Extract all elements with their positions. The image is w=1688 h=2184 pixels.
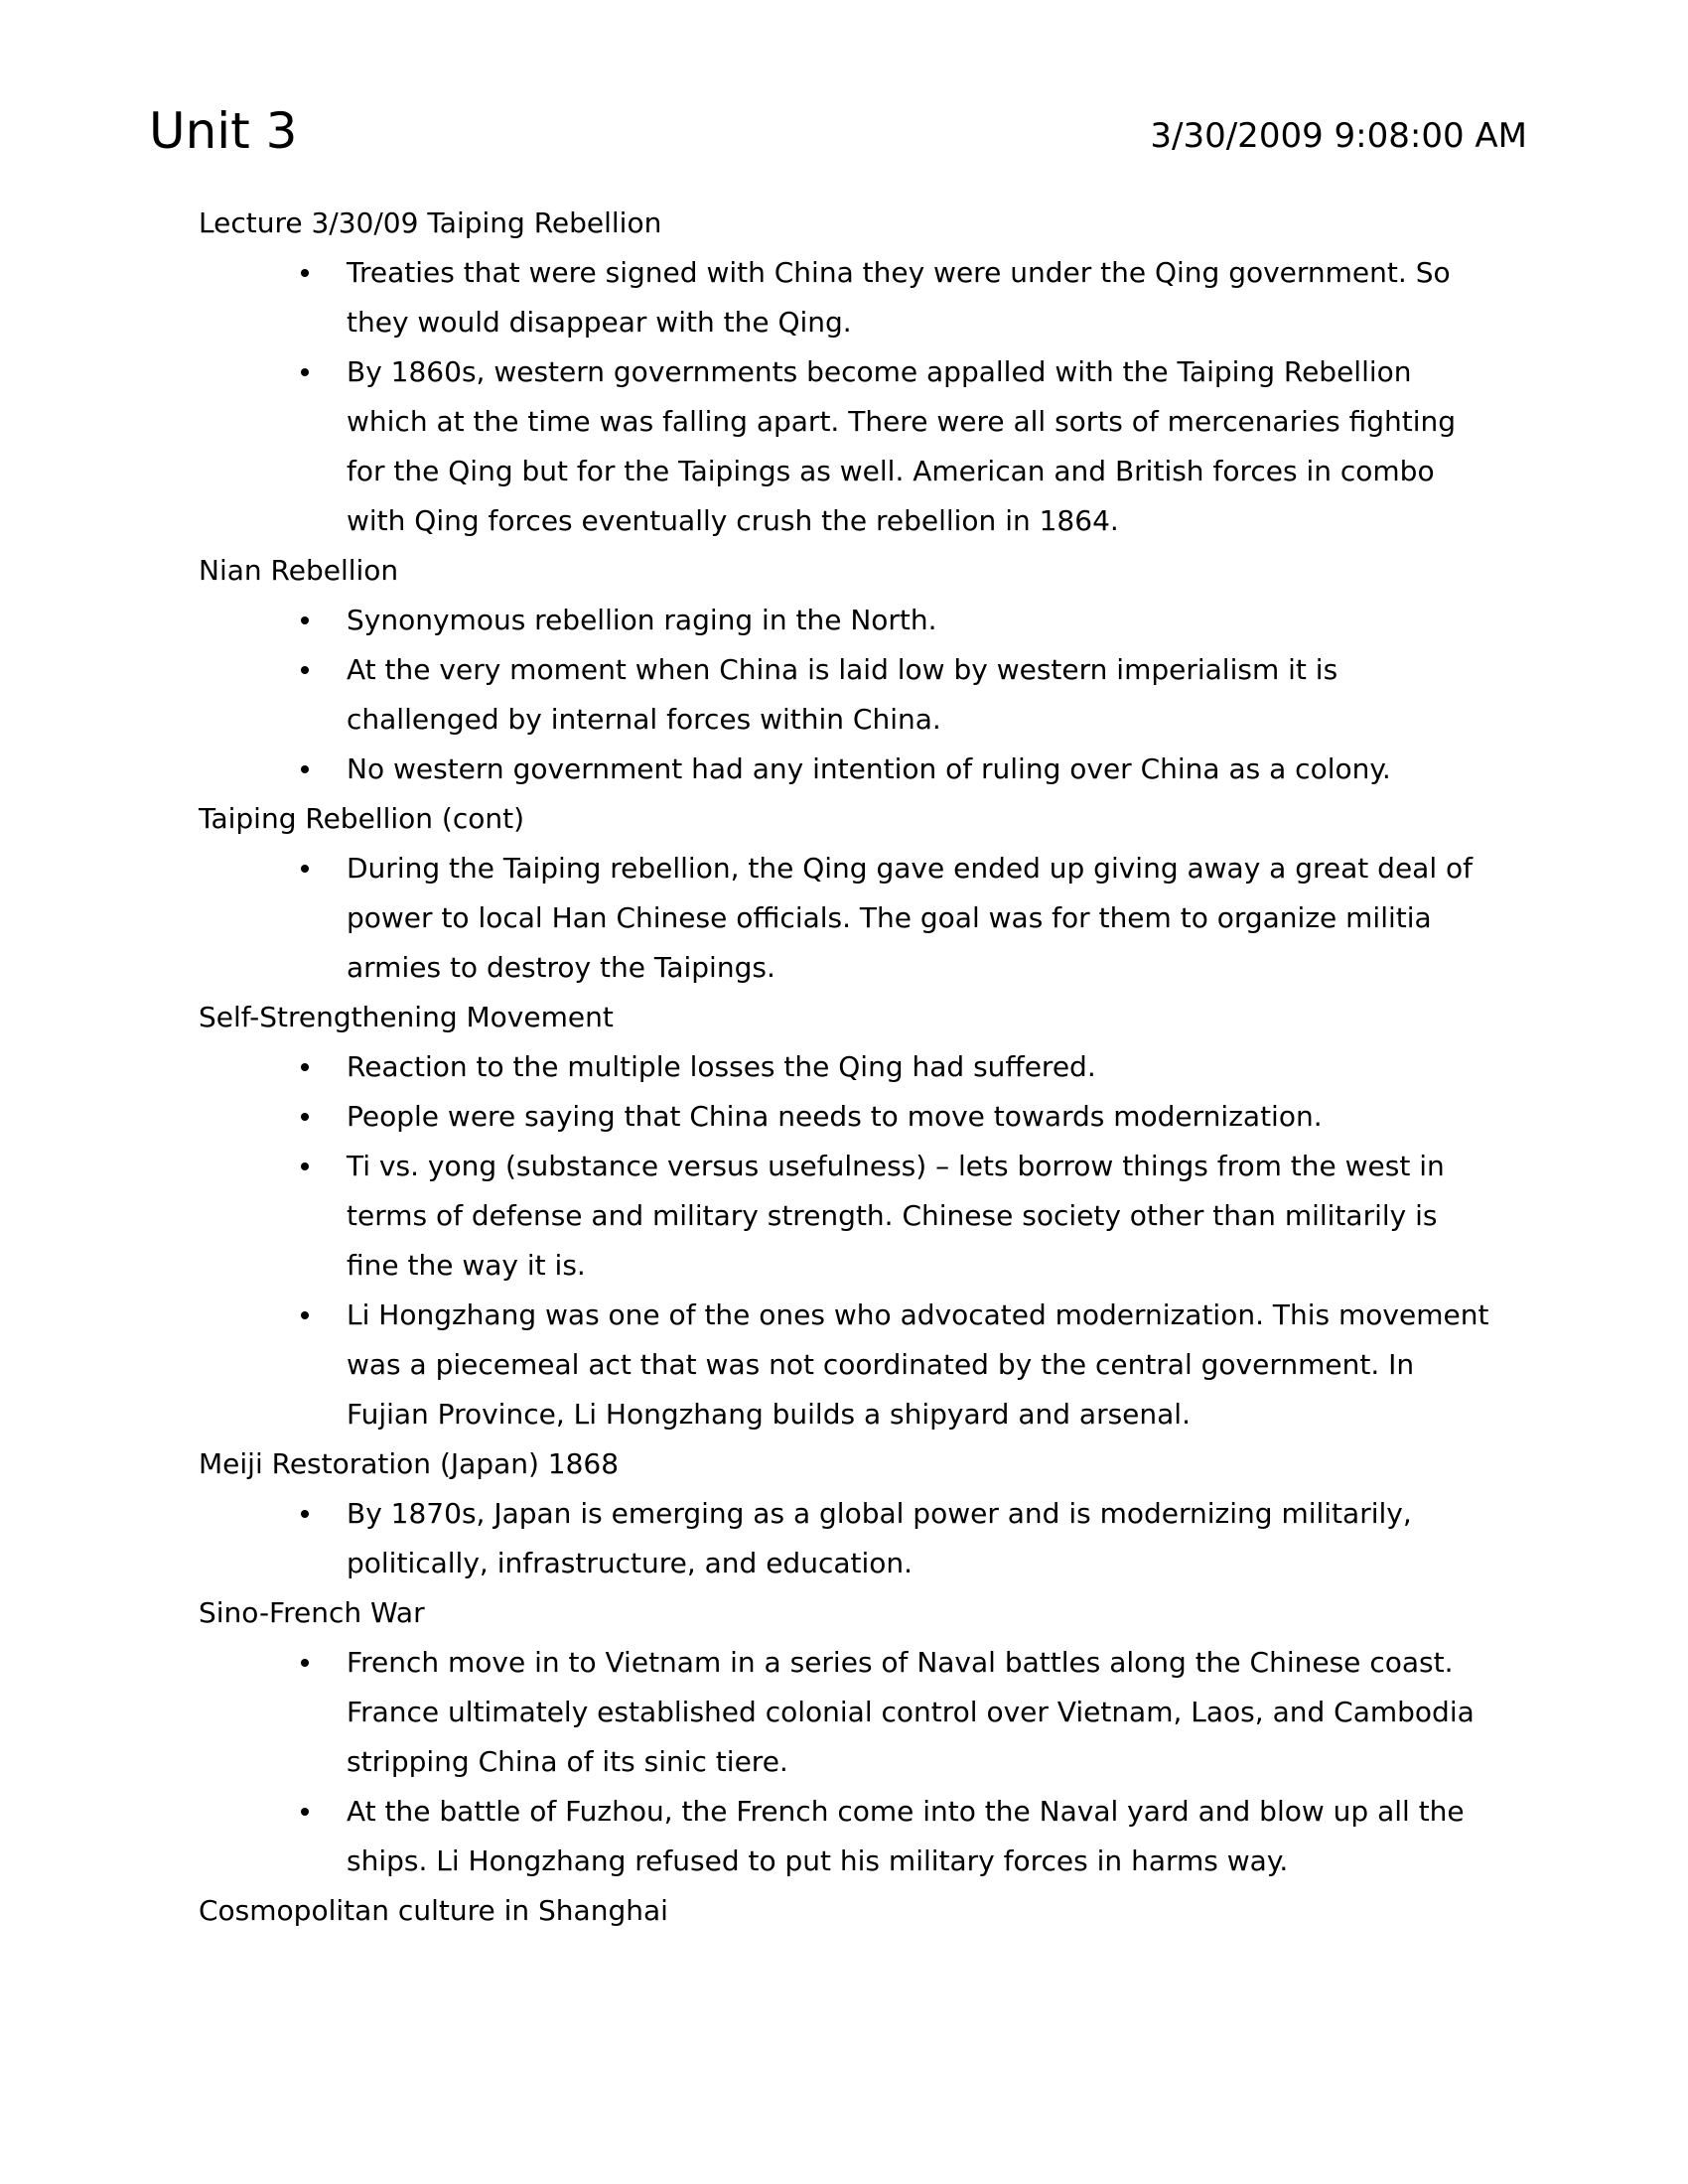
bullet-item: Synonymous rebellion raging in the North. [199,596,1489,645]
bullet-list [199,248,1489,546]
bullet-list [199,1042,1489,1439]
bullet-item: Reaction to the multiple losses the Qing had suffered. [199,1042,1489,1092]
section-heading: Nian Rebellion [199,554,399,587]
bullet-list [199,596,1489,794]
section-heading: Self-Strengthening Movement [199,1001,614,1033]
section-heading: Taiping Rebellion (cont) [199,802,525,835]
bullet-item: People were saying that China needs to move towards modernization. [199,1092,1489,1142]
bullet-item: At the very moment when China is laid low by western imperialism it is challenged by internal forces within China. [199,645,1489,745]
section-heading: Lecture 3/30/09 Taiping Rebellion [199,206,662,239]
bullet-item: No western government had any intention of ruling over China as a colony. [199,745,1489,794]
section-meiji-restoration [199,1439,1489,1588]
notes-body [199,199,1489,1936]
bullet-list [199,1638,1489,1886]
section-heading: Meiji Restoration (Japan) 1868 [199,1447,620,1480]
section-nian-rebellion [199,546,1489,794]
document-title: Unit 3 [149,102,298,160]
section-self-strengthening [199,993,1489,1439]
bullet-list [199,1489,1489,1588]
section-cosmopolitan-shanghai [199,1886,1489,1936]
section-taiping-lecture [199,199,1489,546]
bullet-item: Ti vs. yong (substance versus usefulness) – lets borrow things from the west in terms of defense and military strength. Chinese society other than militarily is fine the way it is. [199,1142,1489,1291]
section-heading: Cosmopolitan culture in Shanghai [199,1894,668,1927]
bullet-item: Li Hongzhang was one of the ones who advocated modernization. This movement was a piecemeal act that was not coordinated by the central government. In Fujian Province, Li Hongzhang builds a shipyard and arsenal. [199,1291,1489,1439]
bullet-item: By 1860s, western governments become appalled with the Taiping Rebellion which at the time was falling apart. There were all sorts of mercenaries fighting for the Qing but for the Taipings as well. American and British forces in combo with Qing forces eventually crush the rebellion in 1864. [199,347,1489,546]
document-timestamp: 3/30/2009 9:08:00 AM [1150,116,1527,156]
section-sino-french-war [199,1588,1489,1886]
bullet-item: At the battle of Fuzhou, the French come into the Naval yard and blow up all the ships. Li Hongzhang refused to put his military forces in harms way. [199,1787,1489,1886]
bullet-item: French move in to Vietnam in a series of Naval battles along the Chinese coast. France ultimately established colonial control over Vietnam, Laos, and Cambodia stripping China of its sinic tiere. [199,1638,1489,1787]
section-taiping-cont [199,794,1489,993]
bullet-item: By 1870s, Japan is emerging as a global power and is modernizing militarily, politically, infrastructure, and education. [199,1489,1489,1588]
bullet-item: Treaties that were signed with China they were under the Qing government. So they would disappear with the Qing. [199,248,1489,347]
bullet-list [199,844,1489,993]
bullet-item: During the Taiping rebellion, the Qing gave ended up giving away a great deal of power to local Han Chinese officials. The goal was for them to organize militia armies to destroy the Taipings. [199,844,1489,993]
section-heading: Sino-French War [199,1596,425,1629]
